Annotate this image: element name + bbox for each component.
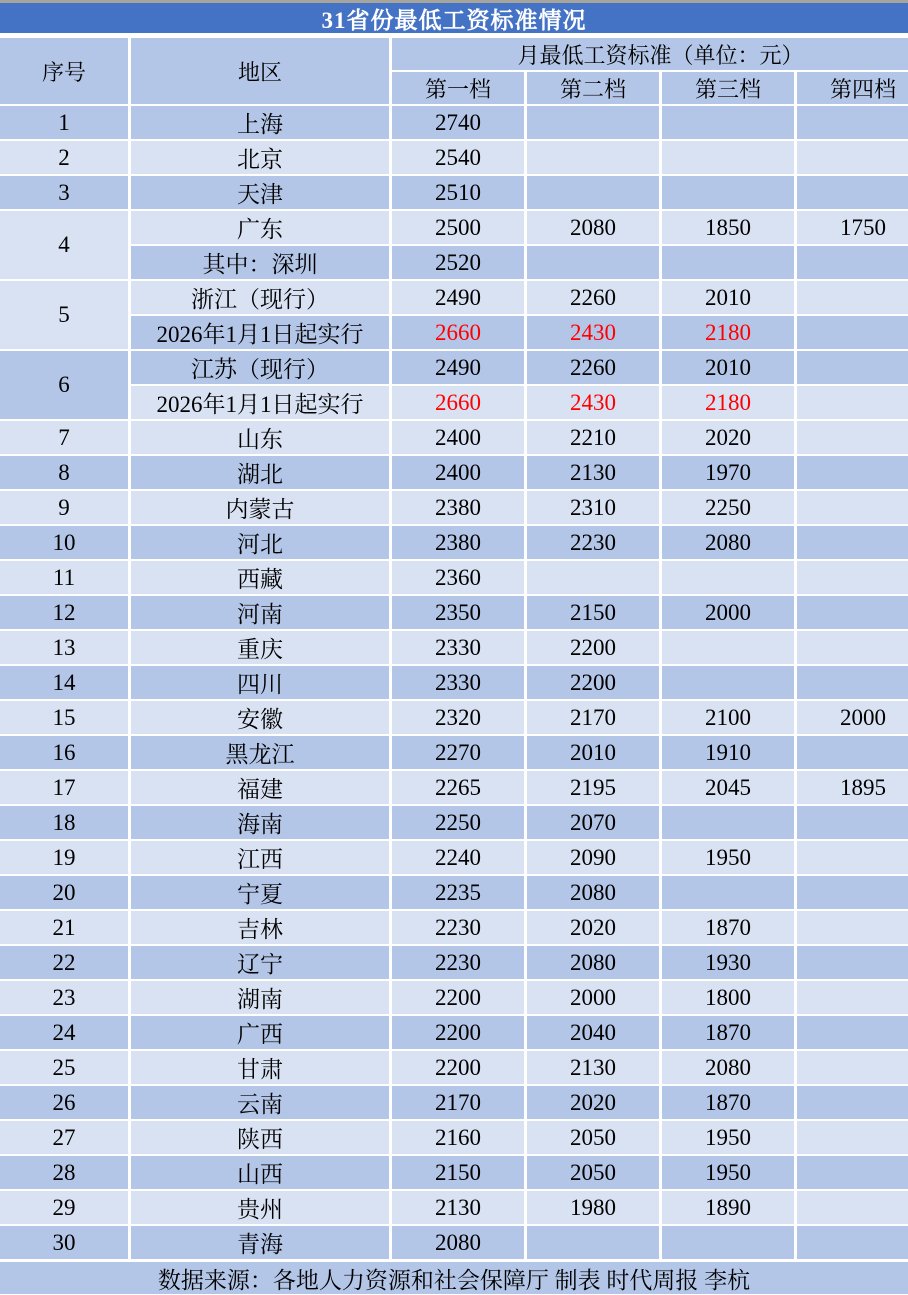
tier-value-cell: 2020 xyxy=(527,1086,659,1119)
tier-value-cell: 2180 xyxy=(662,316,794,349)
page-title: 31省份最低工资标准情况 xyxy=(321,7,587,33)
tier-value-cell xyxy=(662,1226,794,1259)
region-cell: 湖南 xyxy=(131,981,389,1014)
tier-value-cell xyxy=(797,421,908,454)
tier-value-cell xyxy=(662,806,794,839)
tier-value-cell xyxy=(797,561,908,594)
index-cell: 19 xyxy=(0,841,128,874)
region-cell: 北京 xyxy=(131,141,389,174)
table-row xyxy=(0,1121,908,1154)
index-cell: 13 xyxy=(0,631,128,664)
index-cell: 23 xyxy=(0,981,128,1014)
index-cell: 4 xyxy=(0,211,128,279)
region-cell: 其中：深圳 xyxy=(131,246,389,279)
tier-value-cell: 2195 xyxy=(527,771,659,804)
region-cell: 黑龙江 xyxy=(131,736,389,769)
tier-value-cell: 2010 xyxy=(662,281,794,314)
tier-value-cell: 2130 xyxy=(392,1191,524,1224)
tier-value-cell: 2230 xyxy=(527,526,659,559)
tier-value-cell: 2510 xyxy=(392,176,524,209)
index-cell: 25 xyxy=(0,1051,128,1084)
region-cell: 河南 xyxy=(131,596,389,629)
region-cell: 广东 xyxy=(131,211,389,244)
tier-value-cell xyxy=(797,106,908,139)
index-cell: 6 xyxy=(0,351,128,419)
region-cell: 海南 xyxy=(131,806,389,839)
region-cell: 江苏（现行） xyxy=(131,351,389,384)
table-row xyxy=(0,1016,908,1049)
table-row xyxy=(0,981,908,1014)
tier-value-cell: 1970 xyxy=(662,456,794,489)
tier-value-cell xyxy=(797,141,908,174)
col-header-wage-group: 月最低工资标准（单位：元） xyxy=(392,38,908,70)
region-cell: 吉林 xyxy=(131,911,389,944)
tier-value-cell: 2150 xyxy=(392,1156,524,1189)
table-row xyxy=(0,666,908,699)
tier-value-cell xyxy=(527,561,659,594)
region-cell: 辽宁 xyxy=(131,946,389,979)
tier-value-cell xyxy=(797,841,908,874)
region-cell: 贵州 xyxy=(131,1191,389,1224)
tier-value-cell: 2180 xyxy=(662,386,794,419)
region-cell: 安徽 xyxy=(131,701,389,734)
index-cell: 22 xyxy=(0,946,128,979)
tier-value-cell: 2400 xyxy=(392,456,524,489)
tier-value-cell: 2330 xyxy=(392,631,524,664)
table-row xyxy=(0,316,908,349)
tier-value-cell xyxy=(662,106,794,139)
tier-value-cell: 2200 xyxy=(392,1016,524,1049)
title-bar xyxy=(0,3,908,33)
tier-value-cell xyxy=(797,456,908,489)
tier-value-cell xyxy=(797,316,908,349)
tier-value-cell: 1890 xyxy=(662,1191,794,1224)
tier-value-cell: 1800 xyxy=(662,981,794,1014)
tier-value-cell: 1950 xyxy=(662,1121,794,1154)
tier-value-cell: 2540 xyxy=(392,141,524,174)
tier-value-cell xyxy=(662,246,794,279)
table-row xyxy=(0,561,908,594)
tier-value-cell: 2380 xyxy=(392,526,524,559)
tier-value-cell: 2260 xyxy=(527,281,659,314)
wage-table xyxy=(0,38,908,1260)
tier-value-cell xyxy=(662,666,794,699)
tier-value-cell xyxy=(662,141,794,174)
table-row xyxy=(0,631,908,664)
tier-value-cell: 2080 xyxy=(527,211,659,244)
tier-value-cell: 2430 xyxy=(527,316,659,349)
tier-value-cell: 2080 xyxy=(527,946,659,979)
tier-value-cell: 2250 xyxy=(662,491,794,524)
index-cell: 16 xyxy=(0,736,128,769)
table-row xyxy=(0,1191,908,1224)
table-row xyxy=(0,771,908,804)
tier-value-cell: 2500 xyxy=(392,211,524,244)
tier-value-cell: 2020 xyxy=(527,911,659,944)
tier-value-cell: 2170 xyxy=(527,701,659,734)
table-body xyxy=(0,106,908,1260)
tier-value-cell: 1870 xyxy=(662,1086,794,1119)
index-cell: 26 xyxy=(0,1086,128,1119)
tier-value-cell: 1910 xyxy=(662,736,794,769)
tier-value-cell: 2240 xyxy=(392,841,524,874)
tier-value-cell xyxy=(797,281,908,314)
tier-value-cell: 2210 xyxy=(527,421,659,454)
tier-value-cell: 2520 xyxy=(392,246,524,279)
tier-value-cell: 2040 xyxy=(527,1016,659,1049)
tier-value-cell: 2130 xyxy=(527,456,659,489)
table-row xyxy=(0,701,908,734)
table-row xyxy=(0,806,908,839)
index-cell: 2 xyxy=(0,141,128,174)
table-row xyxy=(0,946,908,979)
table-row xyxy=(0,351,908,384)
index-cell: 14 xyxy=(0,666,128,699)
tier-value-cell xyxy=(797,1156,908,1189)
tier-value-cell: 2260 xyxy=(527,351,659,384)
tier-value-cell: 2010 xyxy=(662,351,794,384)
tier-value-cell xyxy=(797,386,908,419)
tier-value-cell xyxy=(797,176,908,209)
tier-value-cell xyxy=(797,631,908,664)
tier-value-cell xyxy=(797,876,908,909)
tier-value-cell: 1750 xyxy=(797,211,908,244)
tier-value-cell: 2740 xyxy=(392,106,524,139)
tier-value-cell xyxy=(797,736,908,769)
tier-value-cell xyxy=(797,1086,908,1119)
col-header-index: 序号 xyxy=(0,38,128,104)
table-row xyxy=(0,1051,908,1084)
index-cell: 11 xyxy=(0,561,128,594)
source-note: 数据来源：各地人力资源和社会保障厅 制表 时代周报 李杭 xyxy=(157,1267,751,1293)
tier-value-cell: 2100 xyxy=(662,701,794,734)
table-row xyxy=(0,421,908,454)
tier-value-cell: 1870 xyxy=(662,1016,794,1049)
tier-value-cell: 1870 xyxy=(662,911,794,944)
region-cell: 甘肃 xyxy=(131,1051,389,1084)
region-cell: 湖北 xyxy=(131,456,389,489)
tier-value-cell: 2150 xyxy=(527,596,659,629)
tier-value-cell: 2000 xyxy=(662,596,794,629)
tier-value-cell: 1930 xyxy=(662,946,794,979)
tier-value-cell: 2170 xyxy=(392,1086,524,1119)
table-row xyxy=(0,596,908,629)
tier-value-cell xyxy=(797,806,908,839)
tier-value-cell: 2430 xyxy=(527,386,659,419)
index-cell: 29 xyxy=(0,1191,128,1224)
tier-value-cell xyxy=(797,351,908,384)
tier-value-cell: 2330 xyxy=(392,666,524,699)
tier-value-cell: 2235 xyxy=(392,876,524,909)
index-cell: 12 xyxy=(0,596,128,629)
tier-value-cell: 2360 xyxy=(392,561,524,594)
tier-value-cell xyxy=(797,526,908,559)
index-cell: 8 xyxy=(0,456,128,489)
tier-value-cell: 1850 xyxy=(662,211,794,244)
index-cell: 17 xyxy=(0,771,128,804)
table-row xyxy=(0,106,908,139)
table-row xyxy=(0,841,908,874)
tier-value-cell xyxy=(797,666,908,699)
table-row xyxy=(0,1226,908,1259)
tier-value-cell: 2310 xyxy=(527,491,659,524)
tier-value-cell xyxy=(527,246,659,279)
col-header-tier-3: 第三档 xyxy=(662,72,794,104)
tier-value-cell: 2660 xyxy=(392,386,524,419)
index-cell: 9 xyxy=(0,491,128,524)
region-cell: 上海 xyxy=(131,106,389,139)
tier-value-cell: 2080 xyxy=(662,1051,794,1084)
index-cell: 20 xyxy=(0,876,128,909)
tier-value-cell xyxy=(527,141,659,174)
region-cell: 云南 xyxy=(131,1086,389,1119)
tier-value-cell xyxy=(527,1226,659,1259)
tier-value-cell: 2250 xyxy=(392,806,524,839)
tier-value-cell: 2050 xyxy=(527,1156,659,1189)
tier-value-cell xyxy=(797,1191,908,1224)
tier-value-cell: 1895 xyxy=(797,771,908,804)
tier-value-cell: 2490 xyxy=(392,351,524,384)
tier-value-cell: 2400 xyxy=(392,421,524,454)
tier-value-cell: 2200 xyxy=(392,1051,524,1084)
region-cell: 江西 xyxy=(131,841,389,874)
region-cell: 西藏 xyxy=(131,561,389,594)
tier-value-cell: 2160 xyxy=(392,1121,524,1154)
col-header-tier-4: 第四档 xyxy=(797,72,908,104)
col-header-region: 地区 xyxy=(131,38,389,104)
tier-value-cell: 2080 xyxy=(662,526,794,559)
tier-value-cell xyxy=(527,106,659,139)
table-row xyxy=(0,281,908,314)
tier-value-cell xyxy=(797,1016,908,1049)
tier-value-cell: 2000 xyxy=(527,981,659,1014)
tier-value-cell xyxy=(797,981,908,1014)
col-header-tier-1: 第一档 xyxy=(392,72,524,104)
index-cell: 7 xyxy=(0,421,128,454)
tier-value-cell: 2660 xyxy=(392,316,524,349)
tier-value-cell: 2070 xyxy=(527,806,659,839)
region-cell: 四川 xyxy=(131,666,389,699)
region-cell: 青海 xyxy=(131,1226,389,1259)
tier-value-cell xyxy=(797,1226,908,1259)
tier-value-cell xyxy=(662,876,794,909)
index-cell: 3 xyxy=(0,176,128,209)
region-cell: 浙江（现行） xyxy=(131,281,389,314)
tier-value-cell: 2130 xyxy=(527,1051,659,1084)
tier-value-cell xyxy=(662,631,794,664)
tier-value-cell: 2050 xyxy=(527,1121,659,1154)
region-cell: 2026年1月1日起实行 xyxy=(131,316,389,349)
table-row xyxy=(0,736,908,769)
tier-value-cell: 2380 xyxy=(392,491,524,524)
tier-value-cell: 2200 xyxy=(527,666,659,699)
region-cell: 天津 xyxy=(131,176,389,209)
table-row xyxy=(0,1086,908,1119)
table-row xyxy=(0,386,908,419)
tier-value-cell: 2080 xyxy=(392,1226,524,1259)
region-cell: 河北 xyxy=(131,526,389,559)
tier-value-cell: 1980 xyxy=(527,1191,659,1224)
tier-value-cell: 2090 xyxy=(527,841,659,874)
table-row xyxy=(0,211,908,244)
index-cell: 10 xyxy=(0,526,128,559)
region-cell: 福建 xyxy=(131,771,389,804)
tier-value-cell: 2270 xyxy=(392,736,524,769)
tier-value-cell: 2080 xyxy=(527,876,659,909)
region-cell: 2026年1月1日起实行 xyxy=(131,386,389,419)
table-row xyxy=(0,876,908,909)
index-cell: 27 xyxy=(0,1121,128,1154)
wage-table-container xyxy=(0,38,908,1260)
tier-value-cell xyxy=(797,911,908,944)
table-row xyxy=(0,246,908,279)
source-bar xyxy=(0,1262,908,1294)
index-cell: 15 xyxy=(0,701,128,734)
region-cell: 山西 xyxy=(131,1156,389,1189)
tier-value-cell: 2230 xyxy=(392,911,524,944)
table-row xyxy=(0,176,908,209)
tier-value-cell: 2350 xyxy=(392,596,524,629)
tier-value-cell: 1950 xyxy=(662,841,794,874)
tier-value-cell xyxy=(527,176,659,209)
tier-value-cell: 2000 xyxy=(797,701,908,734)
index-cell: 18 xyxy=(0,806,128,839)
region-cell: 山东 xyxy=(131,421,389,454)
tier-value-cell xyxy=(797,1051,908,1084)
index-cell: 24 xyxy=(0,1016,128,1049)
tier-value-cell xyxy=(797,491,908,524)
table-row xyxy=(0,141,908,174)
tier-value-cell xyxy=(662,176,794,209)
header-row-top xyxy=(0,38,908,70)
tier-value-cell: 2010 xyxy=(527,736,659,769)
index-cell: 28 xyxy=(0,1156,128,1189)
table-row xyxy=(0,911,908,944)
table-row xyxy=(0,491,908,524)
tier-value-cell xyxy=(797,246,908,279)
tier-value-cell: 2020 xyxy=(662,421,794,454)
region-cell: 广西 xyxy=(131,1016,389,1049)
region-cell: 宁夏 xyxy=(131,876,389,909)
tier-value-cell xyxy=(662,561,794,594)
table-row xyxy=(0,456,908,489)
tier-value-cell: 2230 xyxy=(392,946,524,979)
table-header xyxy=(0,38,908,104)
index-cell: 1 xyxy=(0,106,128,139)
index-cell: 30 xyxy=(0,1226,128,1259)
tier-value-cell: 2490 xyxy=(392,281,524,314)
tier-value-cell xyxy=(797,596,908,629)
region-cell: 重庆 xyxy=(131,631,389,664)
index-cell: 5 xyxy=(0,281,128,349)
index-cell: 21 xyxy=(0,911,128,944)
region-cell: 陕西 xyxy=(131,1121,389,1154)
tier-value-cell: 2045 xyxy=(662,771,794,804)
tier-value-cell xyxy=(797,946,908,979)
col-header-tier-2: 第二档 xyxy=(527,72,659,104)
tier-value-cell: 2320 xyxy=(392,701,524,734)
tier-value-cell: 2200 xyxy=(527,631,659,664)
tier-value-cell xyxy=(797,1121,908,1154)
tier-value-cell: 2200 xyxy=(392,981,524,1014)
tier-value-cell: 1950 xyxy=(662,1156,794,1189)
table-row xyxy=(0,526,908,559)
table-row xyxy=(0,1156,908,1189)
tier-value-cell: 2265 xyxy=(392,771,524,804)
region-cell: 内蒙古 xyxy=(131,491,389,524)
